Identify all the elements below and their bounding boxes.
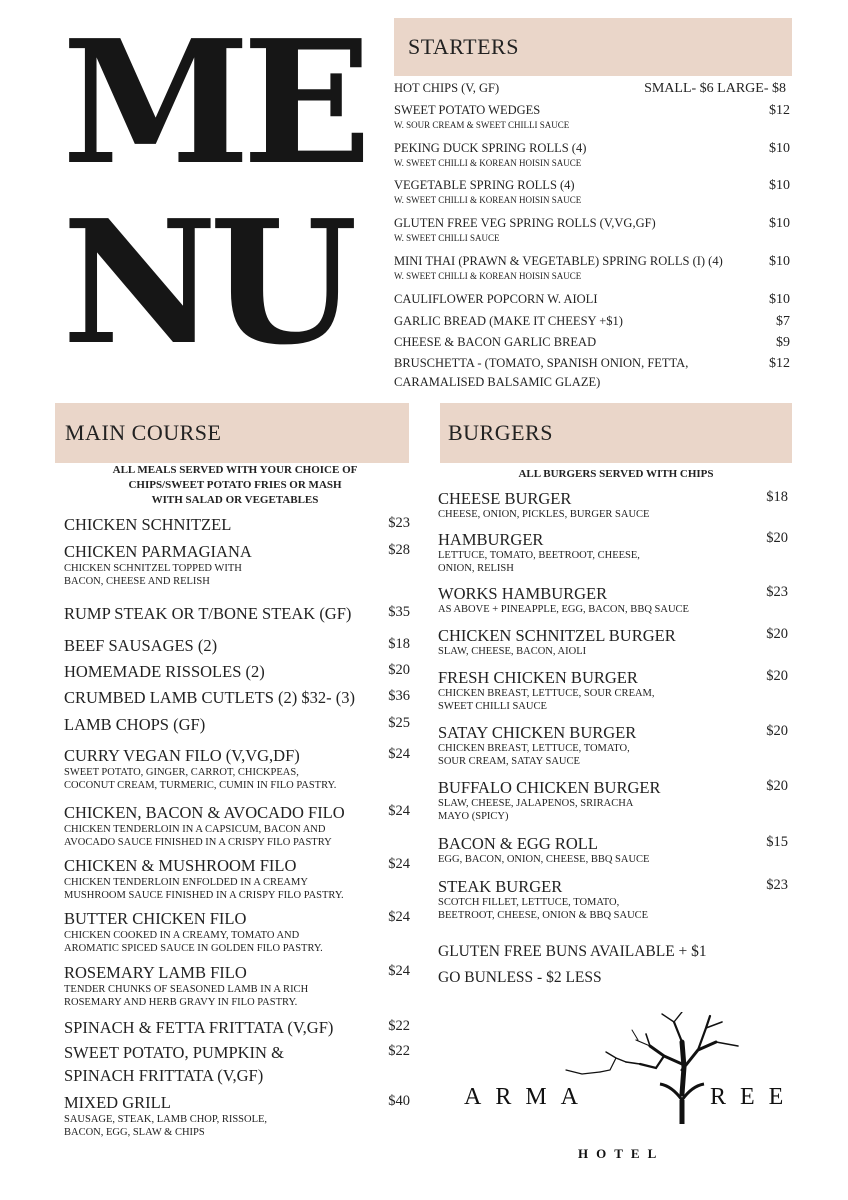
item-name: CHEESE BURGER: [438, 489, 572, 508]
item-description-line: MUSHROOM SAUCE FINISHED IN A CRISPY FILO PASTRY.: [64, 890, 344, 901]
menu-item: [438, 834, 788, 865]
item-name: HOMEMADE RISSOLES (2): [64, 662, 265, 681]
menu-item: [64, 542, 410, 587]
starters-heading: STARTERS: [394, 18, 792, 76]
item-description-line: BEETROOT, CHEESE, ONION & BBQ SAUCE: [438, 910, 649, 921]
main-course-note: [60, 463, 410, 508]
item-description-line: CHICKEN TENDERLOIN ENFOLDED IN A CREAMY: [64, 877, 308, 888]
item-price: $10: [769, 141, 790, 156]
item-name: LAMB CHOPS (GF): [64, 715, 206, 734]
item-name: VEGETABLE SPRING ROLLS (4): [394, 178, 575, 192]
item-description-line: CHICKEN BREAST, LETTUCE, TOMATO,: [438, 743, 630, 754]
item-name: FRESH CHICKEN BURGER: [438, 668, 638, 687]
burgers-note: ALL BURGERS SERVED WITH CHIPS: [518, 468, 714, 480]
item-price: $10: [769, 254, 790, 269]
menu-item: [64, 909, 410, 954]
item-name: MINI THAI (PRAWN & VEGETABLE) SPRING ROLLS (I) (4): [394, 254, 723, 268]
item-description: [438, 645, 586, 658]
item-price: $10: [769, 178, 790, 193]
menu-item: [64, 662, 410, 682]
menu-item: [394, 81, 790, 101]
item-description: [438, 797, 633, 823]
item-name: CHICKEN, BACON & AVOCADO FILO: [64, 803, 345, 822]
item-description-line: CHICKEN BREAST, LETTUCE, SOUR CREAM,: [438, 688, 655, 699]
menu-item: [438, 489, 788, 520]
gluten-free-buns-note: GLUTEN FREE BUNS AVAILABLE + $1: [438, 943, 707, 960]
item-description-line: SWEET POTATO, GINGER, CARROT, CHICKPEAS,: [64, 767, 299, 778]
item-name: HOT CHIPS (V, GF): [394, 81, 500, 95]
burgers-heading: BURGERS: [440, 403, 792, 463]
item-description: W. SWEET CHILLI & KOREAN HOISIN SAUCE: [394, 195, 582, 205]
item-price: $10: [769, 292, 790, 307]
menu-item: [64, 963, 410, 1008]
item-description: [438, 687, 655, 713]
menu-item: [438, 626, 788, 657]
item-name: SPINACH FRITTATA (V,GF): [64, 1066, 264, 1085]
menu-item: [64, 715, 410, 735]
item-name: BUFFALO CHICKEN BURGER: [438, 778, 661, 797]
item-price: $35: [388, 604, 410, 620]
main-note-line: ALL MEALS SERVED WITH YOUR CHOICE OF: [112, 464, 358, 476]
item-description: [64, 823, 332, 849]
item-description-line: ONION, RELISH: [438, 563, 514, 574]
item-description-line: CHICKEN TENDERLOIN IN A CAPSICUM, BACON AND: [64, 824, 326, 835]
item-price: $23: [766, 877, 788, 893]
item-name: BUTTER CHICKEN FILO: [64, 909, 247, 928]
menu-item: [394, 216, 790, 243]
item-description: [64, 876, 344, 902]
item-price: $10: [769, 216, 790, 231]
item-name: CRUMBED LAMB CUTLETS (2) $32- (3): [64, 688, 356, 707]
item-description: W. SWEET CHILLI & KOREAN HOISIN SAUCE: [394, 158, 582, 168]
item-description-line: COCONUT CREAM, TURMERIC, CUMIN IN FILO PASTRY.: [64, 780, 337, 791]
menu-item: [438, 877, 788, 921]
logo-word-left: ARMA: [464, 1084, 593, 1110]
item-price: $22: [388, 1043, 410, 1059]
menu-item: [438, 668, 788, 712]
item-name: CAULIFLOWER POPCORN W. AIOLI: [394, 292, 598, 306]
item-description: [64, 983, 308, 1009]
item-name: SATAY CHICKEN BURGER: [438, 723, 637, 742]
item-name: SWEET POTATO, PUMPKIN &: [64, 1043, 284, 1062]
menu-item: [394, 103, 790, 130]
item-price: $18: [766, 489, 788, 505]
menu-item: [394, 178, 790, 205]
logo-sub: HOTEL: [578, 1146, 665, 1161]
item-description-line: SOUR CREAM, SATAY SAUCE: [438, 756, 580, 767]
item-description: W. SOUR CREAM & SWEET CHILLI SAUCE: [394, 120, 570, 130]
item-price: $24: [388, 909, 410, 925]
item-description-line: SAUSAGE, STEAK, LAMB CHOP, RISSOLE,: [64, 1114, 268, 1125]
item-price: $20: [766, 668, 788, 684]
item-price: $12: [769, 103, 790, 118]
main-note-line: CHIPS/SWEET POTATO FRIES OR MASH: [128, 479, 342, 491]
item-price: $24: [388, 856, 410, 872]
item-description-line: AS ABOVE + PINEAPPLE, EGG, BACON, BBQ SAUCE: [438, 604, 689, 615]
item-description-line: SLAW, CHEESE, BACON, AIOLI: [438, 646, 587, 657]
tree-icon: [460, 1012, 800, 1172]
menu-item: [394, 292, 790, 312]
item-name: PEKING DUCK SPRING ROLLS (4): [394, 141, 587, 155]
item-description: W. SWEET CHILLI & KOREAN HOISIN SAUCE: [394, 271, 582, 281]
item-description: [438, 853, 649, 866]
item-name: BACON & EGG ROLL: [438, 834, 598, 853]
item-price: $24: [388, 803, 410, 819]
item-description-line: CHICKEN COOKED IN A CREAMY, TOMATO AND: [64, 930, 300, 941]
item-price: $20: [766, 723, 788, 739]
item-price: $23: [388, 515, 410, 531]
item-description: [64, 929, 323, 955]
menu-item: [64, 856, 410, 901]
item-name: CHICKEN SCHNITZEL BURGER: [438, 626, 676, 645]
item-name: HAMBURGER: [438, 530, 544, 549]
item-price: $28: [388, 542, 410, 558]
item-price: $25: [388, 715, 410, 731]
item-name: CHICKEN SCHNITZEL: [64, 515, 232, 534]
menu-item: [438, 778, 788, 822]
item-price: $22: [388, 1018, 410, 1034]
menu-item: [64, 515, 410, 535]
item-name: SWEET POTATO WEDGES: [394, 103, 541, 117]
item-name: CHICKEN & MUSHROOM FILO: [64, 856, 297, 875]
item-description-line: SWEET CHILLI SAUCE: [438, 701, 547, 712]
item-description-line: LETTUCE, TOMATO, BEETROOT, CHEESE,: [438, 550, 640, 561]
item-description-line: MAYO (SPICY): [438, 811, 509, 822]
item-name: GARLIC BREAD (MAKE IT CHEESY +$1): [394, 314, 623, 328]
item-description-line: CHICKEN SCHNITZEL TOPPED WITH: [64, 563, 242, 574]
item-price: SMALL- $6 LARGE- $8: [644, 81, 786, 96]
item-description: [438, 549, 640, 575]
item-description: [438, 508, 649, 521]
item-name: WORKS HAMBURGER: [438, 584, 608, 603]
item-name: CURRY VEGAN FILO (V,VG,DF): [64, 746, 300, 765]
item-name: MIXED GRILL: [64, 1093, 171, 1112]
item-name: STEAK BURGER: [438, 877, 563, 896]
item-name: CHEESE & BACON GARLIC BREAD: [394, 335, 597, 349]
item-description-line: BACON, EGG, SLAW & CHIPS: [64, 1127, 205, 1138]
item-price: $20: [766, 530, 788, 546]
item-price: $12: [769, 356, 790, 371]
item-description-line: AVOCADO SAUCE FINISHED IN A CRISPY FILO PASTRY: [64, 837, 332, 848]
item-description-line: AROMATIC SPICED SAUCE IN GOLDEN FILO PASTRY.: [64, 943, 323, 954]
menu-item: [394, 141, 790, 168]
item-name: SPINACH & FETTA FRITTATA (V,GF): [64, 1018, 334, 1037]
menu-item: [438, 584, 788, 615]
item-description-line: SCOTCH FILLET, LETTUCE, TOMATO,: [438, 897, 620, 908]
main-course-heading: MAIN COURSE: [55, 403, 409, 463]
menu-item: [64, 688, 410, 708]
item-price: $20: [388, 662, 410, 678]
item-description: [438, 603, 689, 616]
menu-item: [438, 723, 788, 767]
menu-item: [64, 1018, 410, 1038]
menu-item: [64, 746, 410, 791]
item-description-line: CHEESE, ONION, PICKLES, BURGER SAUCE: [438, 509, 650, 520]
menu-title-line-1: ME: [62, 3, 364, 203]
item-price: $23: [766, 584, 788, 600]
item-price: $9: [776, 335, 790, 350]
item-description: [438, 742, 630, 768]
menu-item: [394, 254, 790, 281]
item-price: $36: [388, 688, 410, 704]
menu-item: [394, 314, 790, 334]
menu-item: [64, 1093, 410, 1138]
item-description: CARAMALISED BALSAMIC GLAZE): [394, 375, 601, 389]
item-description-line: TENDER CHUNKS OF SEASONED LAMB IN A RICH: [64, 984, 309, 995]
item-price: $20: [766, 778, 788, 794]
item-price: $40: [388, 1093, 410, 1109]
item-description: [64, 766, 336, 792]
logo-word-right: REE: [710, 1084, 798, 1110]
item-description-line: BACON, CHEESE AND RELISH: [64, 576, 210, 587]
go-bunless-note: GO BUNLESS - $2 LESS: [438, 969, 602, 986]
item-description: W. SWEET CHILLI SAUCE: [394, 233, 500, 243]
item-name: ROSEMARY LAMB FILO: [64, 963, 247, 982]
item-description: [64, 562, 242, 588]
menu-title-line-2: NU: [62, 183, 350, 383]
item-price: $7: [776, 314, 790, 329]
item-name: GLUTEN FREE VEG SPRING ROLLS (V,VG,GF): [394, 216, 656, 230]
item-name: BRUSCHETTA - (TOMATO, SPANISH ONION, FETTA,: [394, 356, 689, 370]
menu-item: [64, 1043, 410, 1063]
item-price: $18: [388, 636, 410, 652]
item-name: BEEF SAUSAGES (2): [64, 636, 218, 655]
menu-item: [394, 335, 790, 355]
item-description-line: EGG, BACON, ONION, CHEESE, BBQ SAUCE: [438, 854, 650, 865]
menu-item: [438, 530, 788, 574]
item-price: $20: [766, 626, 788, 642]
item-price: $15: [766, 834, 788, 850]
main-note-line: WITH SALAD OR VEGETABLES: [151, 494, 319, 506]
item-price: $24: [388, 963, 410, 979]
menu-item: [394, 356, 790, 389]
menu-item: [64, 636, 410, 656]
item-description-line: ROSEMARY AND HERB GRAVY IN FILO PASTRY.: [64, 997, 298, 1008]
item-name: RUMP STEAK OR T/BONE STEAK (GF): [64, 604, 352, 623]
menu-item: [64, 604, 410, 624]
menu-item: [64, 803, 410, 848]
item-description: [438, 896, 648, 922]
armatree-hotel-logo: [460, 1012, 800, 1172]
item-description: [64, 1113, 267, 1139]
item-description-line: SLAW, CHEESE, JALAPENOS, SRIRACHA: [438, 798, 634, 809]
item-price: $24: [388, 746, 410, 762]
item-name: CHICKEN PARMAGIANA: [64, 542, 252, 561]
menu-item: [64, 1066, 410, 1086]
